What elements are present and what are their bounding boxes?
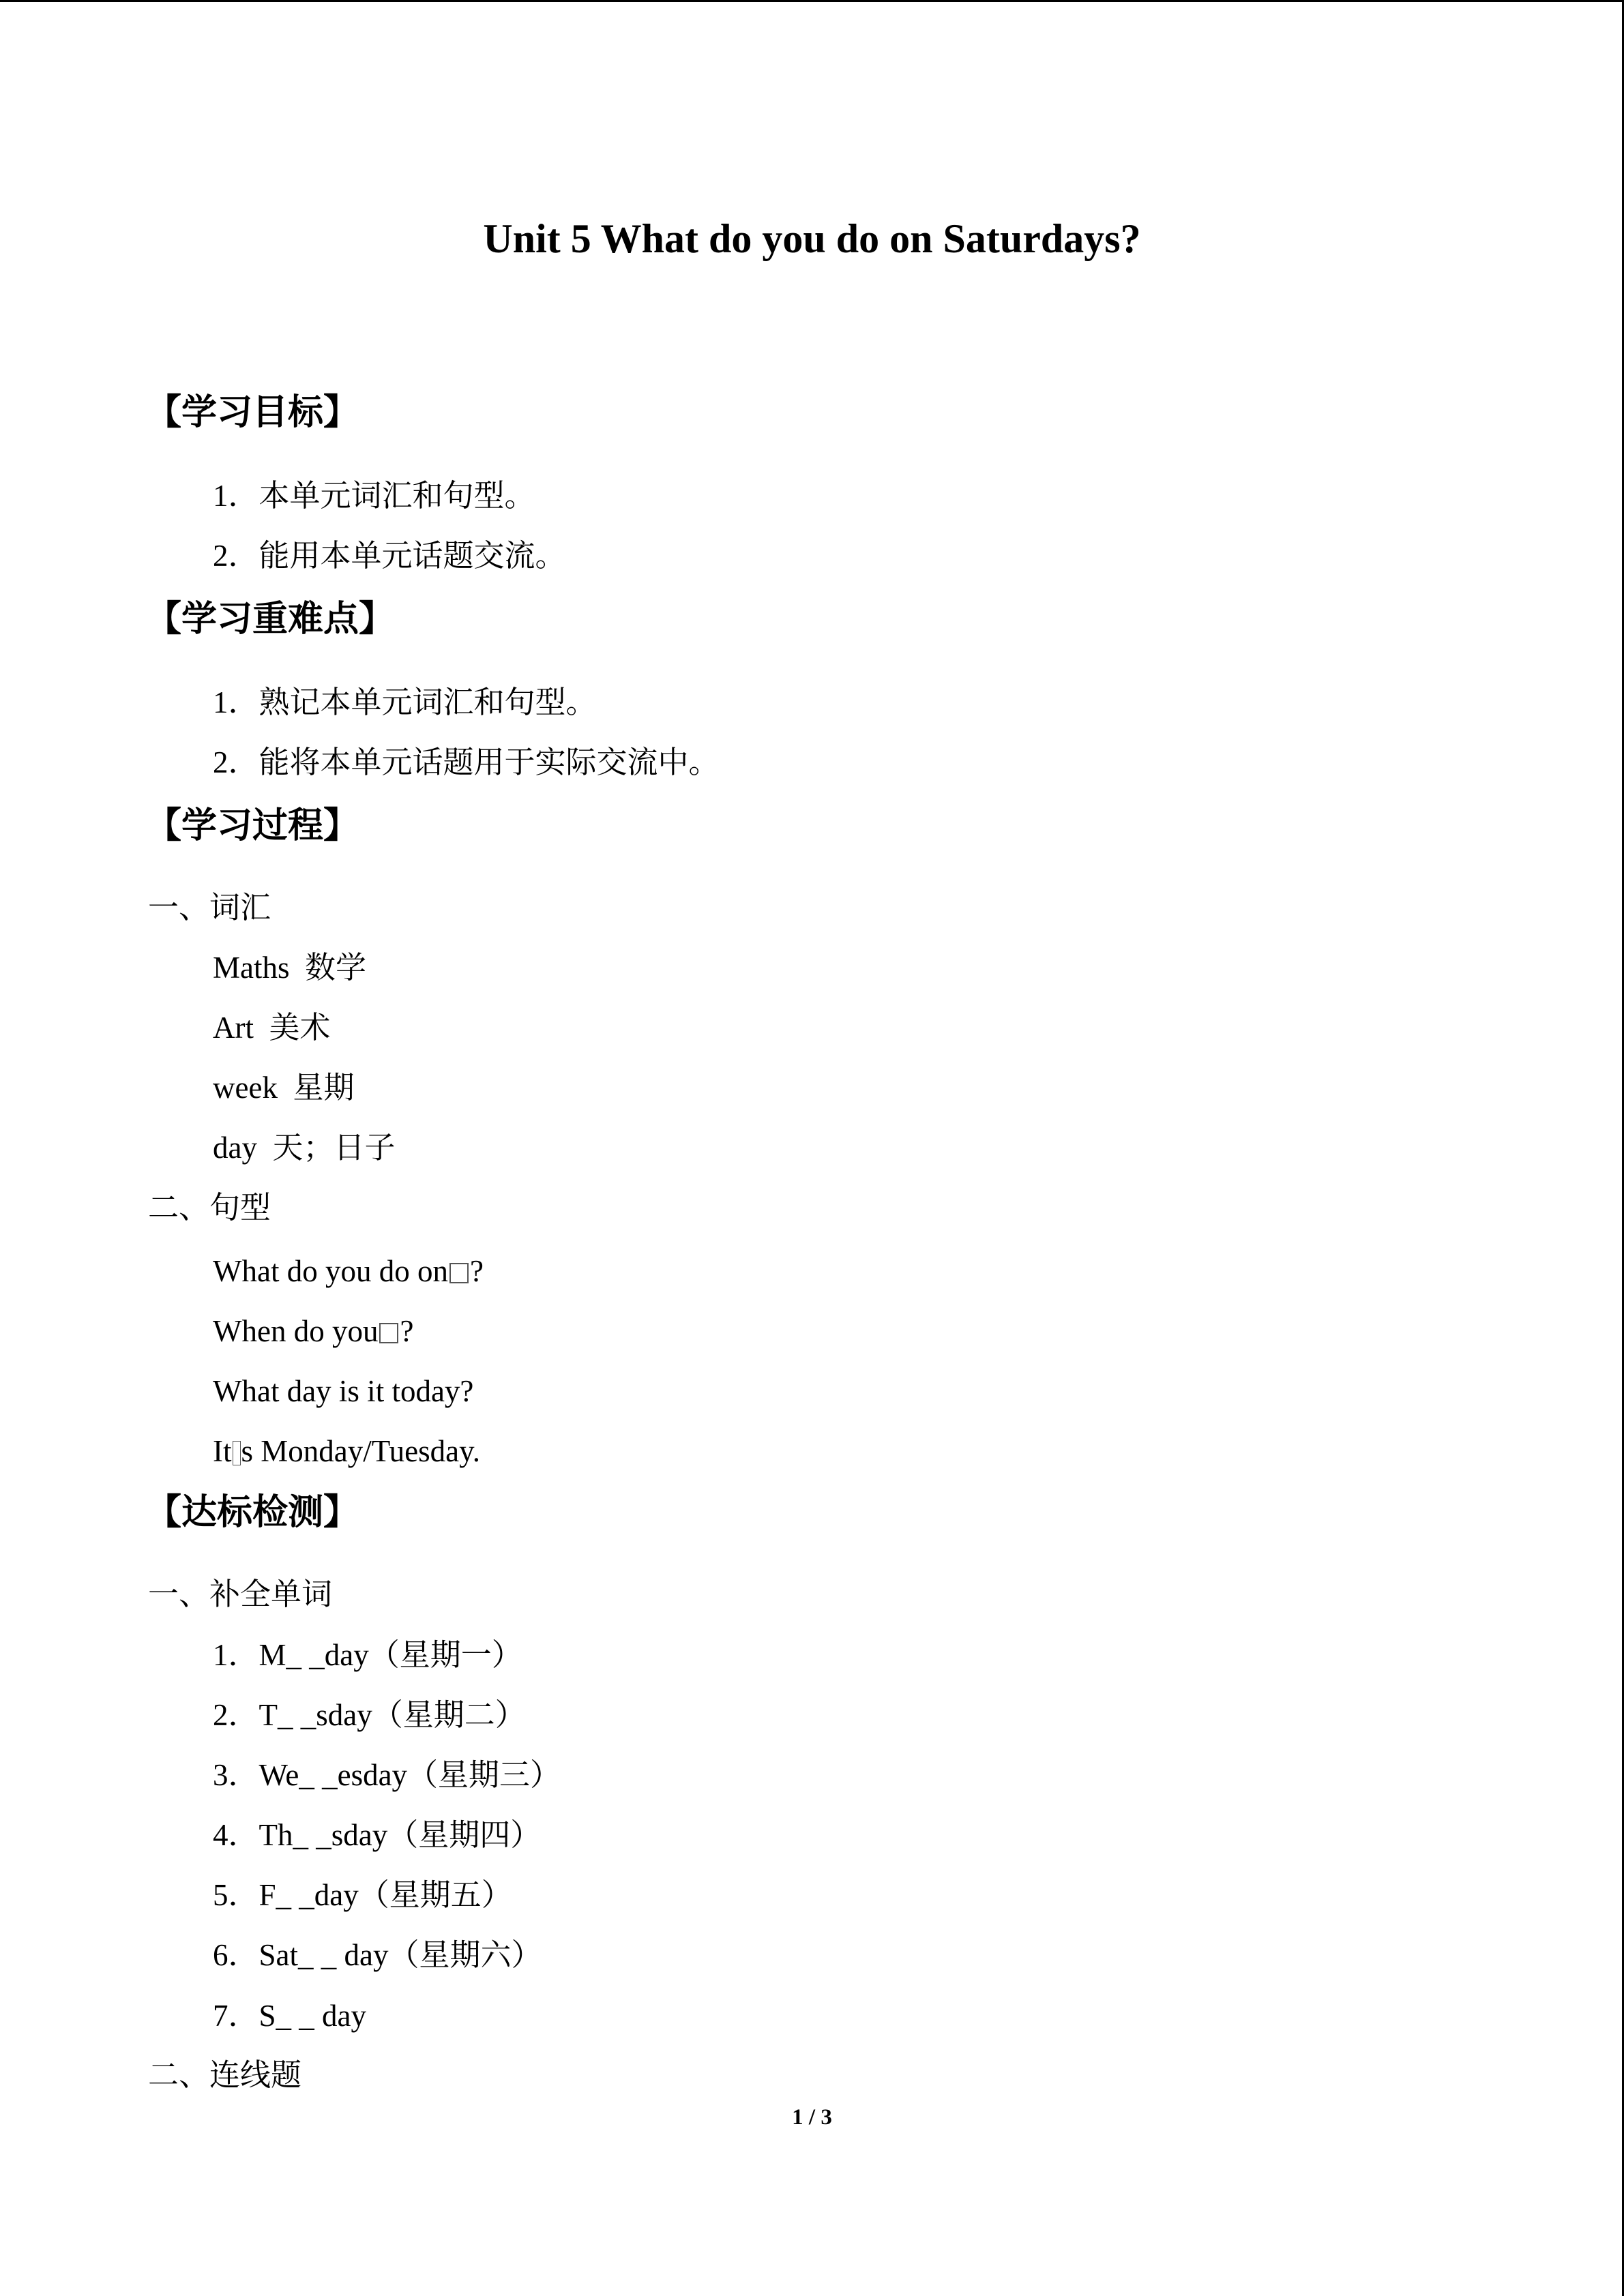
vocab-item-day: day 天；日子 — [213, 1131, 396, 1165]
sentence-1-text: What do you do on — [213, 1254, 448, 1288]
fill-item-4: 4．Th_ _sday（星期四） — [213, 1818, 542, 1852]
document-title: Unit 5 What do you do on Saturdays? — [483, 216, 1141, 261]
test-part1-title: 一、补全单词 — [148, 1577, 333, 1611]
fill-item-3: 3．We_ _esday（星期三） — [213, 1758, 561, 1792]
goal-item-2: 2．能用本单元话题交流。 — [213, 539, 566, 573]
sentence-2-text: When do you — [213, 1314, 379, 1348]
top-border-rule — [0, 0, 1624, 2]
sentence-1-end: ? — [469, 1254, 484, 1288]
goals-heading: 【学习目标】 — [146, 392, 359, 433]
sentence-4-start: It — [213, 1434, 232, 1468]
vocab-item-art: Art 美术 — [213, 1011, 331, 1045]
fill-item-1: 1．M_ _day（星期一） — [213, 1638, 522, 1672]
sentence-2-end: ? — [400, 1314, 414, 1348]
fill-item-7: 7．S_ _ day — [213, 1999, 367, 2033]
key-points-heading: 【学习重难点】 — [146, 599, 395, 640]
key-point-item-2: 2．能将本单元话题用于实际交流中。 — [213, 745, 720, 779]
vocab-item-week: week 星期 — [213, 1071, 355, 1105]
sentence-4-end: s Monday/Tuesday. — [241, 1434, 480, 1468]
missing-glyph-box — [379, 1323, 398, 1343]
fill-item-6: 6．Sat_ _ day（星期六） — [213, 1938, 542, 1972]
test-heading: 【达标检测】 — [146, 1492, 359, 1533]
sentence-pattern-2 — [213, 1311, 413, 1352]
fill-item-2: 2．T_ _sday（星期二） — [213, 1698, 526, 1732]
sentence-pattern-1 — [213, 1251, 484, 1292]
sentence-pattern-3 — [213, 1371, 473, 1412]
test-part2-title: 二、连线题 — [148, 2058, 302, 2092]
fill-item-5: 5．F_ _day（星期五） — [213, 1878, 512, 1912]
goal-item-1: 1．本单元词汇和句型。 — [213, 479, 535, 513]
sentence-3-text: What day is it today? — [213, 1374, 474, 1408]
sentence-pattern-4 — [213, 1431, 480, 1472]
vocab-item-maths: Maths 数学 — [213, 951, 367, 985]
vocab-section-title: 一、词汇 — [148, 891, 271, 925]
missing-apostrophe-glyph — [233, 1441, 241, 1465]
key-point-item-1: 1．熟记本单元词汇和句型。 — [213, 685, 597, 719]
process-heading: 【学习过程】 — [146, 805, 359, 846]
missing-glyph-box — [449, 1263, 469, 1283]
sentence-section-title: 二、句型 — [148, 1191, 271, 1225]
page-number: 1 / 3 — [792, 2105, 832, 2130]
